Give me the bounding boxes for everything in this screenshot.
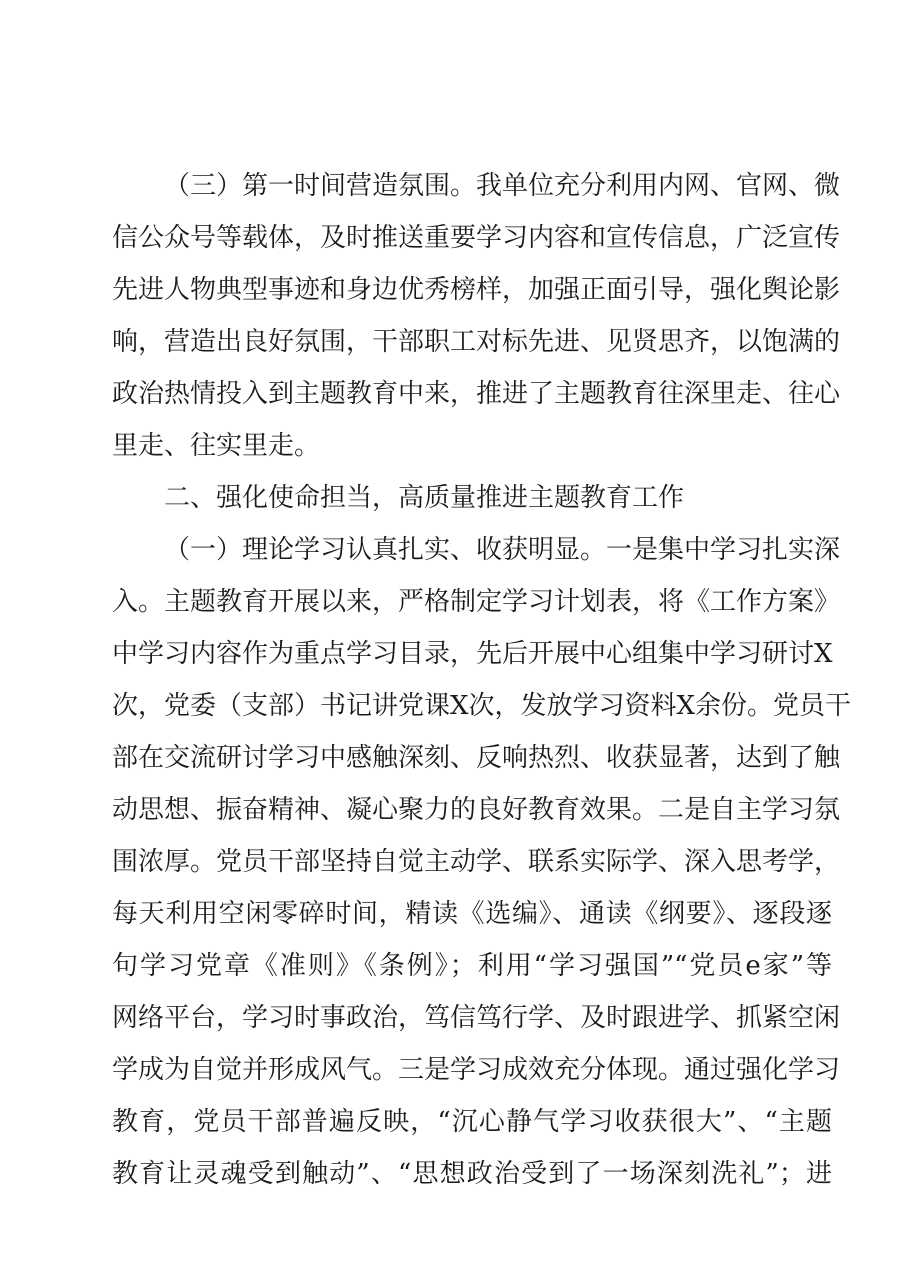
paragraph-2-line-10: 网络平台，学习时事政治，笃信笃行学、及时跟进学、抓紧空闲 [112, 1003, 841, 1033]
paragraph-2-line-9: 句学习党章《准则》《条例》；利用“学习强国”“党员e家”等 [112, 951, 832, 981]
paragraph-2-line-11: 学成为自觉并形成风气。三是学习成效充分体现。通过强化学习 [112, 1055, 841, 1085]
paragraph-1-line-3: 先进人物典型事迹和身边优秀榜样，加强正面引导，强化舆论影 [112, 275, 841, 305]
paragraph-1-line-6: 里走、往实里走。 [112, 431, 321, 461]
paragraph-2-line-1: （一）理论学习认真扎实、收获明显。一是集中学习扎实深 [164, 535, 841, 565]
paragraph-2-line-6: 动思想、振奋精神、凝心聚力的良好教育效果。二是自主学习氛 [112, 795, 841, 825]
paragraph-2-line-5: 部在交流研讨学习中感触深刻、反响热烈、收获显著，达到了触 [112, 743, 841, 773]
paragraph-2-line-12: 教育，党员干部普遍反映，“沉心静气学习收获很大”、“主题 [112, 1107, 832, 1137]
paragraph-2-line-3: 中学习内容作为重点学习目录，先后开展中心组集中学习研讨X [112, 639, 833, 669]
paragraph-2-line-7: 围浓厚。党员干部坚持自觉主动学、联系实际学、深入思考学， [112, 847, 841, 877]
section-heading: 二、强化使命担当，高质量推进主题教育工作 [164, 483, 685, 513]
paragraph-2-line-13: 教育让灵魂受到触动”、“思想政治受到了一场深刻洗礼”；进 [112, 1159, 832, 1189]
paragraph-2-line-2: 入。主题教育开展以来，严格制定学习计划表，将《工作方案》 [112, 587, 841, 617]
paragraph-1-line-4: 响，营造出良好氛围，干部职工对标先进、见贤思齐，以饱满的 [112, 327, 841, 357]
paragraph-2-line-4: 次，党委（支部）书记讲党课X次，发放学习资料X余份。党员干 [112, 691, 852, 721]
paragraph-1-line-5: 政治热情投入到主题教育中来，推进了主题教育往深里走、往心 [112, 379, 841, 409]
paragraph-1-line-1: （三）第一时间营造氛围。我单位充分利用内网、官网、微 [164, 171, 841, 201]
paragraph-1-line-2: 信公众号等载体，及时推送重要学习内容和宣传信息，广泛宣传 [112, 223, 841, 253]
paragraph-2-line-8: 每天利用空闲零碎时间，精读《选编》、通读《纲要》、逐段逐 [112, 899, 832, 929]
